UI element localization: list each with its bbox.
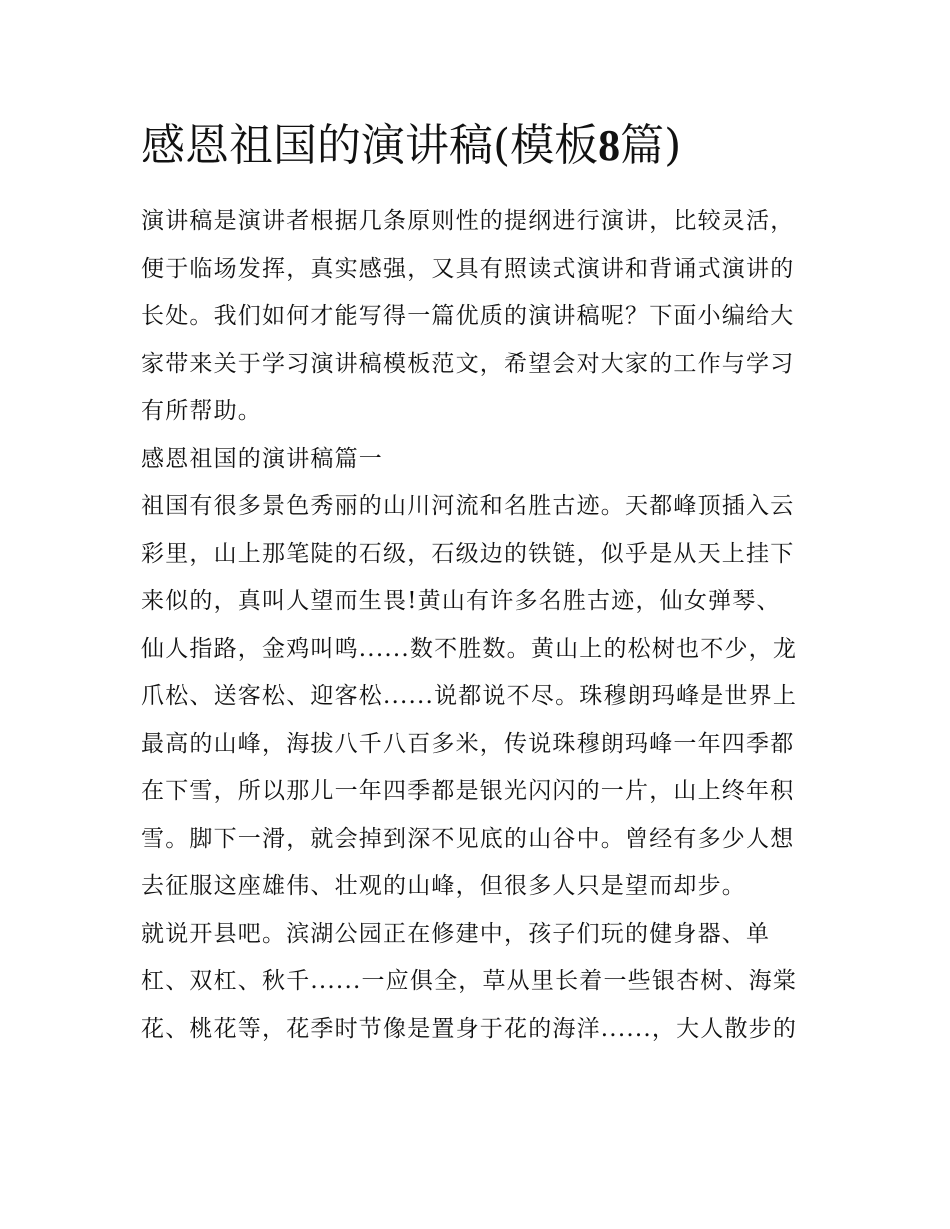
paragraph-line: 在下雪，所以那儿一年四季都是银光闪闪的一片，山上终年积 — [141, 778, 795, 804]
section-heading: 感恩祖国的演讲稿篇一 — [141, 445, 383, 472]
paragraph-line: 就说开县吧。滨湖公园正在修建中，孩子们玩的健身器、单 — [141, 920, 771, 947]
paragraph-line: 花、桃花等，花季时节像是置身于花的海洋......，大人散步的 — [141, 1015, 798, 1042]
paragraph-line: 仙人指路，金鸡叫鸣......数不胜数。黄山上的松树也不少，龙 — [141, 635, 798, 662]
intro-line-1: 演讲稿是演讲者根据几条原则性的提纲进行演讲，比较灵活， — [141, 208, 795, 234]
title-number: 8 — [598, 121, 621, 170]
paragraph-line: 杠、双杠、秋千......一应俱全，草从里长着一些银杏树、海棠 — [141, 968, 798, 994]
title-main: 感恩祖国的演讲稿(模板 — [141, 120, 599, 171]
title-tail: 篇) — [620, 120, 682, 171]
intro-line-5: 有所帮助。 — [141, 398, 262, 424]
paragraph-line: 祖国有很多景色秀丽的山川河流和名胜古迹。天都峰顶插入云 — [141, 493, 795, 519]
paragraph-line: 雪。脚下一滑，就会掉到深不见底的山谷中。曾经有多少人想 — [141, 825, 795, 852]
paragraph-line: 彩里，山上那笔陡的石级，石级边的铁链，似乎是从天上挂下 — [141, 540, 795, 567]
paragraph-line: 去征服这座雄伟、壮观的山峰，但很多人只是望而却步。 — [141, 873, 746, 899]
paragraph-line: 爪松、送客松、迎客松......说都说不尽。珠穆朗玛峰是世界上 — [141, 683, 798, 709]
paragraph-line: 最高的山峰，海拔八千八百多米，传说珠穆朗玛峰一年四季都 — [141, 730, 795, 757]
intro-line-3: 长处。我们如何才能写得一篇优质的演讲稿呢？下面小编给大 — [141, 303, 795, 329]
document-body — [141, 198, 821, 1053]
intro-line-2: 便于临场发挥，真实感强，又具有照读式演讲和背诵式演讲的 — [141, 255, 795, 282]
intro-line-4: 家带来关于学习演讲稿模板范文，希望会对大家的工作与学习 — [141, 350, 795, 377]
document-title — [141, 114, 841, 178]
paragraph-line: 来似的，真叫人望而生畏!黄山有许多名胜古迹，仙女弹琴、 — [141, 588, 781, 614]
